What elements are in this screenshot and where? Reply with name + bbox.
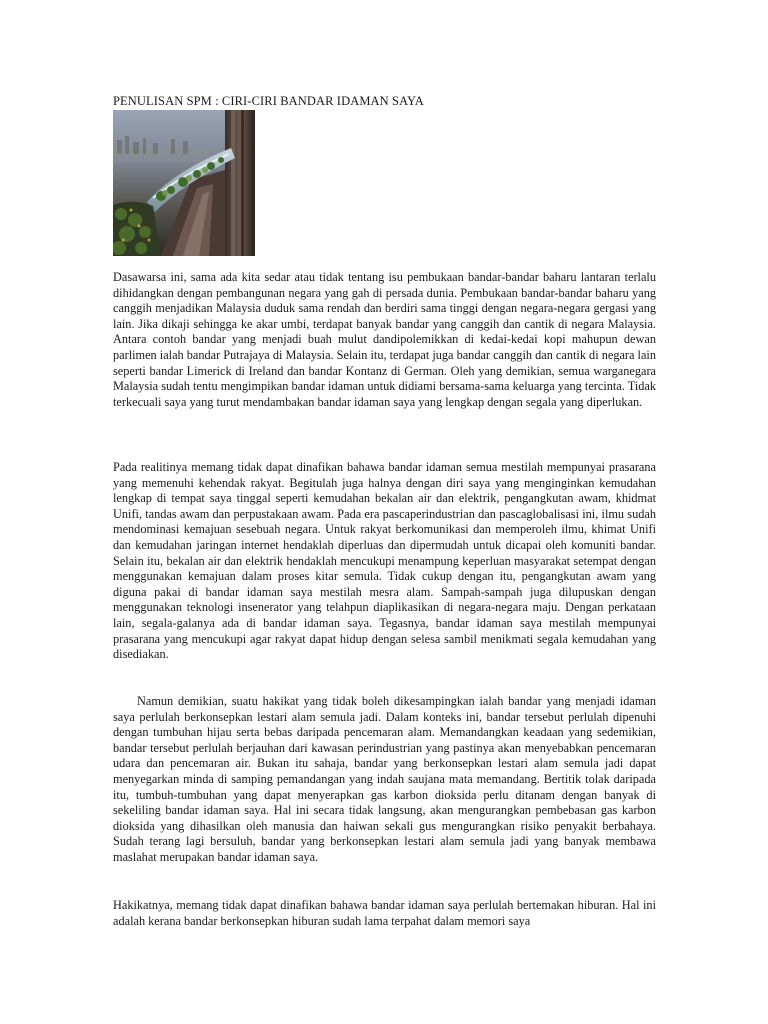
paragraph-2: Pada realitinya memang tidak dapat dinafikan bahawa bandar idaman semua mestilah mempunyai prasarana yang memenuhi kehendak rakyat. Begitulah juga halnya dengan diri saya yang menginginkan kemudahan lengkap di tempat saya tinggal seperti kemudahan bekalan air dan elektrik, pengangkutan awam, khidmat Unifi, tandas awam dan perpustakaan awam. Pada era pascaperindustrian dan pascaglobalisasi ini, ilmu sudah mendominasi kemajuan sesebuah negara. Untuk rakyat berkomunikasi dan memperoleh ilmu, khimat Unifi dan kemudahan jaringan internet hendaklah diperluas dan dipermudah untuk dicapai oleh komuniti bandar. Selain itu, bekalan air dan elektrik hendaklah mencukupi menampung keperluan masyarakat setempat dengan menggunakan kemajuan dalam proses kitar semula. Tidak cukup dengan itu, pengangkutan awam yang diguna pakai di bandar idaman saya mestilah mesra alam. Sampah-sampah juga dilupuskan dengan menggunakan teknologi insenerator yang telahpun diaplikasikan di negara-negara maju. Dengan perkataan lain, segala-galanya ada di bandar idaman saya. Tegasnya, bandar idaman saya mestilah mempunyai prasarana yang mencukupi agar rakyat dapat hidup dengan selesa sambil menikmati segala kemudahan yang disediakan. [113, 460, 656, 662]
paragraph-1: Dasawarsa ini, sama ada kita sedar atau tidak tentang isu pembukaan bandar-bandar baharu lantaran terlalu dihidangkan dengan pembangunan negara yang gah di persada dunia. Pembukaan bandar-bandar baharu yang canggih menjadikan Malaysia duduk sama rendah dan berdiri sama tinggi dengan negara-negara gergasi yang lain. Jika dikaji sehingga ke akar umbi, terdapat banyak bandar yang canggih dan cantik di negara Malaysia. Antara contoh bandar yang menjadi buah mulut dandipolemikkan di kedai-kedai kopi mahupun dewan parlimen ialah bandar Putrajaya di Malaysia. Selain itu, terdapat juga bandar canggih dan cantik di negara lain seperti bandar Limerick di Ireland dan bandar Kontanz di German. Oleh yang demikian, semua warganegara Malaysia sudah tentu mengimpikan bandar idaman untuk didiami bersama-sama keluarga yang tercinta. Tidak terkecuali saya yang turut mendambakan bandar idaman saya yang lengkap dengan segala yang diperlukan. [113, 270, 656, 409]
skyscraper-park-photo [113, 110, 255, 256]
paragraph-4: Hakikatnya, memang tidak dapat dinafikan bahawa bandar idaman saya perlulah bertemakan hiburan. Hal ini adalah kerana bandar berkonsepkan hiburan sudah lama terpahat dalam memori saya [113, 898, 656, 928]
paragraph-3: Namun demikian, suatu hakikat yang tidak boleh dikesampingkan ialah bandar yang menjadi idaman saya perlulah berkonsepkan lestari alam semula jadi. Dalam konteks ini, bandar tersebut perlulah dipenuhi dengan tumbuhan hijau serta bebas daripada pencemaran alam. Memandangkan keadaan yang sedemikian, bandar tersebut perlulah berjauhan dari kawasan perindustrian yang pastinya akan menyebabkan pencemaran udara dan pencemaran air. Bukan itu sahaja, bandar yang berkonsepkan lestari alam semula jadi dapat menyegarkan minda di samping pemandangan yang indah saujana mata memandang. Bertitik tolak daripada itu, tumbuh-tumbuhan yang dapat menyerapkan gas karbon dioksida perlu ditanam dengan banyak di sekeliling bandar idaman saya. Hal ini secara tidak langsung, akan mengurangkan pembebasan gas karbon dioksida yang dihasilkan oleh manusia dan haiwan sekali gus mengurangkan risiko penyakit berbahaya. Sudah terang lagi bersuluh, bandar yang berkonsepkan lestari alam semula jadi yang banyak membawa maslahat merupakan bandar idaman saya. [113, 694, 656, 864]
document-title: PENULISAN SPM : CIRI-CIRI BANDAR IDAMAN SAYA [113, 94, 424, 108]
